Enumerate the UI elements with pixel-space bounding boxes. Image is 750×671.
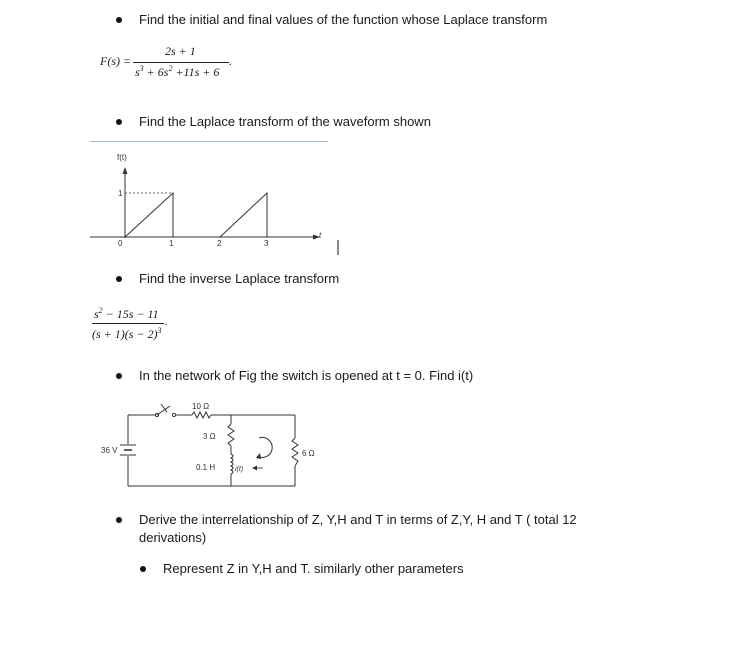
y-axis-label: f(t) — [117, 153, 127, 162]
sawtooth-waveform — [125, 193, 173, 237]
bullet-dot — [116, 119, 122, 125]
inductor-0-1h — [231, 454, 233, 474]
resistor-10-ohm — [192, 412, 211, 418]
question-3-text: Find the inverse Laplace transform — [139, 271, 340, 286]
label-3-ohm: 3 Ω — [203, 432, 216, 441]
switch-open-arrow — [161, 404, 167, 412]
den-exp-3: 3 — [157, 326, 162, 335]
x-tick-3: 3 — [264, 239, 269, 248]
question-2-text: Find the Laplace transform of the waveform shown — [139, 114, 431, 129]
fraction-bar — [133, 62, 229, 63]
current-pointer-head — [252, 466, 257, 471]
sawtooth-waveform-2 — [220, 193, 267, 237]
x-axis-label: t — [319, 231, 322, 240]
y-axis-arrow — [123, 167, 128, 174]
bullet-dot — [116, 517, 122, 523]
fraction-denominator — [135, 64, 219, 80]
bullet-dot — [116, 276, 122, 282]
den-exp-3: 3 — [139, 64, 144, 73]
den-term-6s: + 6s — [146, 65, 169, 79]
label-6-ohm: 6 Ω — [302, 449, 315, 458]
fraction-period: . — [229, 54, 232, 68]
bullet-dot — [116, 373, 122, 379]
waveform-figure — [85, 145, 355, 255]
fraction-period: . — [165, 314, 168, 328]
mesh-current-arrowhead — [256, 453, 261, 459]
laplace-lhs: F(s) = — [100, 54, 132, 68]
num-exp-2: 2 — [98, 306, 103, 315]
origin-label: 0 — [118, 239, 123, 248]
den-exp-2: 2 — [168, 64, 173, 73]
label-10-ohm: 10 Ω — [192, 402, 210, 411]
den-term-factors: (s + 1)(s − 2) — [92, 327, 158, 341]
blue-separator — [90, 141, 328, 142]
circuit-figure — [95, 398, 315, 498]
x-tick-2: 2 — [217, 239, 222, 248]
label-inductor: 0.1 H — [196, 463, 216, 472]
question-5-text-line1: Derive the interrelationship of Z, Y,H and T in terms of Z,Y, H and T ( total 12 — [139, 512, 577, 527]
question-4-text: In the network of Fig the switch is opened at t = 0. Find i(t) — [139, 368, 474, 383]
label-current: i(t) — [235, 466, 244, 473]
y-tick-1: 1 — [118, 189, 123, 198]
inverse-denominator — [92, 326, 162, 342]
x-tick-1: 1 — [169, 239, 174, 248]
sub-bullet-dot — [140, 566, 146, 572]
bullet-dot — [116, 17, 122, 23]
fraction-numerator: 2s + 1 — [165, 44, 196, 58]
den-term-11s: +11s + 6 — [175, 65, 220, 79]
question-5-subitem: Represent Z in Y,H and T. similarly other parameters — [163, 561, 464, 576]
resistor-3-ohm — [228, 424, 234, 446]
num-term-s: s — [94, 307, 99, 321]
num-term-rest: − 15s − 11 — [102, 307, 159, 321]
resistor-6-ohm — [292, 438, 298, 466]
question-5-text-line2: derivations) — [139, 530, 207, 545]
switch-contact-right — [172, 413, 175, 416]
label-source: 36 V — [101, 446, 118, 455]
question-1-text: Find the initial and final values of the function whose Laplace transform — [139, 12, 548, 27]
fraction-bar — [92, 323, 164, 324]
den-term-s: s — [135, 65, 140, 79]
inverse-numerator — [94, 306, 159, 322]
